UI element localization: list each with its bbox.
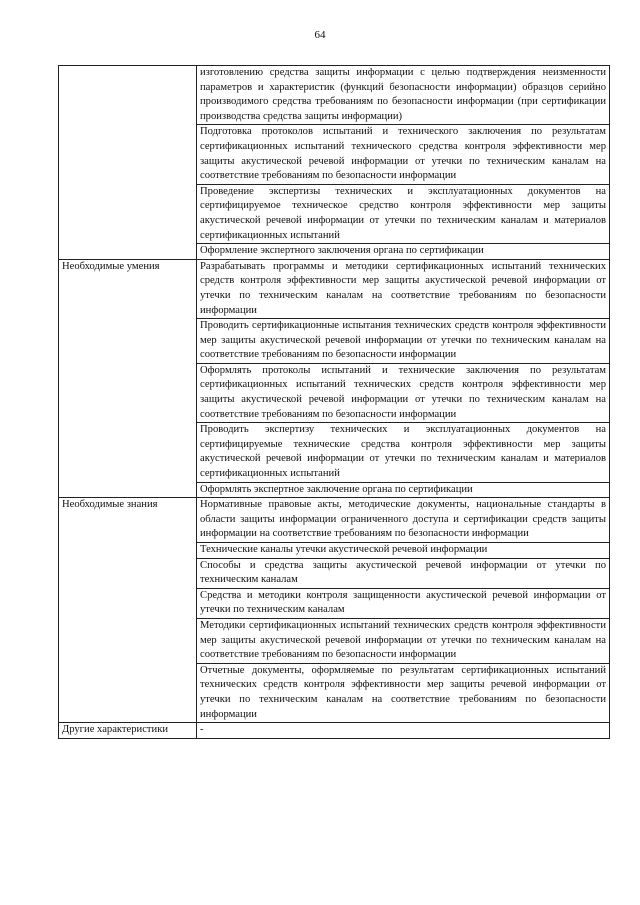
specification-table [58,65,610,739]
table-cell: Разрабатывать программы и методики сертификационных испытаний технических средств контроля эффективности мер защиты акустической речевой информации от утечки по техническим каналам на соответствие требованиям по безопасности информации [197,259,610,318]
table-cell: Оформление экспертного заключения органа по сертификации [197,244,610,260]
table-cell: Оформлять протоколы испытаний и технические заключения по результатам сертификационных испытаний технических средств контроля эффективности мер защиты акустической речевой информации от утечки по техническим каналам на соответствие требованиям по безопасности информации [197,363,610,422]
other-label: Другие характеристики [59,723,197,739]
table-cell: изготовлению средства защиты информации с целью подтверждения неизменности параметров и характеристик (функций безопасности информации) образцов серийно производимого средства требованиям по безопасности информации (при сертификации производства средства защиты информации) [197,66,610,125]
page-number: 64 [314,29,326,41]
table-cell: - [197,723,610,739]
table-cell: Оформлять экспертное заключение органа по сертификации [197,482,610,498]
table-row [59,66,610,125]
skills-label: Необходимые умения [59,259,197,498]
table-cell: Проводить сертификационные испытания технических средств контроля эффективности мер защиты акустической речевой информации от утечки по техническим каналам на соответствие требованиям по безопасности информации [197,319,610,364]
table-row [59,723,610,739]
table-cell: Проведение экспертизы технических и эксплуатационных документов на сертифицируемое техническое средство контроля эффективности мер защиты акустической речевой информации от утечки по техническим каналам и материалов сертификационных испытаний [197,184,610,243]
table-cell: Отчетные документы, оформляемые по результатам сертификационных испытаний технических средств контроля эффективности мер защиты речевой информации от утечки по техническим каналам на соответствие требованиям по безопасности информации [197,663,610,722]
knowledge-label: Необходимые знания [59,498,197,723]
table-cell: Проводить экспертизу технических и эксплуатационных документов на сертифицируемые технические средства контроля эффективности мер защиты акустической речевой информации от утечки по техническим каналам и материалов сертификационных испытаний [197,423,610,482]
table-row [59,498,610,543]
table-cell: Нормативные правовые акты, методические документы, национальные стандарты в области защиты информации ограниченного доступа и сертификации средств защиты информации на соответствие требованиям по безопасности информации [197,498,610,543]
table-cell: Технические каналы утечки акустической речевой информации [197,543,610,559]
table-cell: Способы и средства защиты акустической речевой информации от утечки по техническим каналам [197,558,610,588]
table-cell: Подготовка протоколов испытаний и технического заключения по результатам сертификационных испытаний технического средства контроля эффективности мер защиты акустической речевой информации от утечки по техническим каналам на соответствие требованиям по безопасности информации [197,125,610,184]
empty-label-cell [59,66,197,260]
table-row [59,259,610,318]
table-cell: Методики сертификационных испытаний технических средств контроля эффективности мер защиты акустической речевой информации от утечки по техническим каналам на соответствие требованиям по безопасности информации [197,618,610,663]
table-cell: Средства и методики контроля защищенности акустической речевой информации от утечки по техническим каналам [197,588,610,618]
